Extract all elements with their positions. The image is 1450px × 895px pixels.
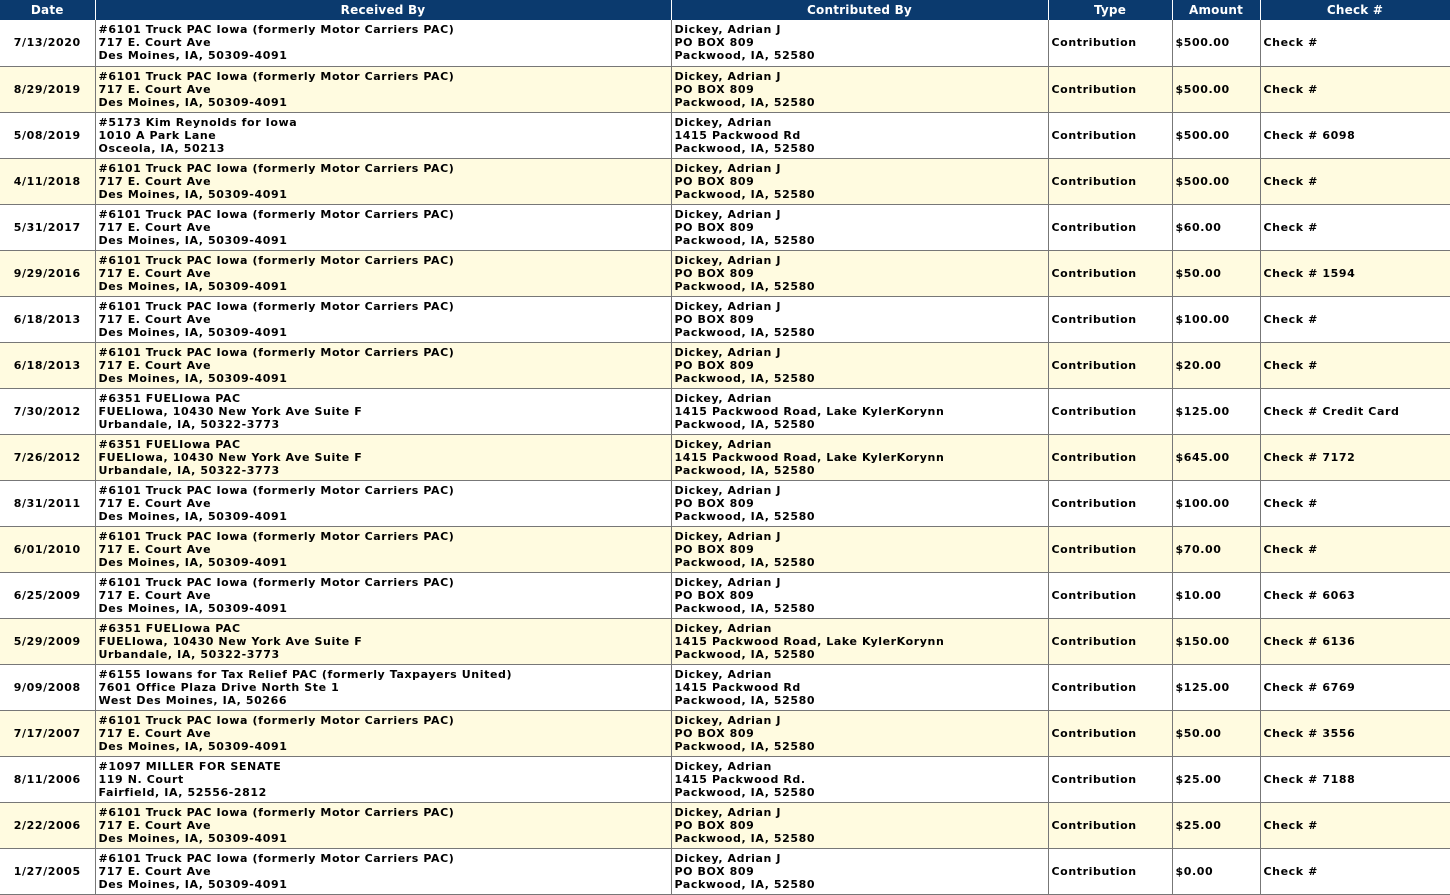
contributed-by-cell — [671, 342, 1048, 388]
amount-cell: $25.00 — [1172, 802, 1260, 848]
received-by-cell — [95, 848, 671, 894]
header-date[interactable]: Date — [0, 0, 95, 20]
received-by-line: #6101 Truck PAC Iowa (formerly Motor Carriers PAC) — [98, 253, 455, 267]
type-cell: Contribution — [1048, 20, 1172, 66]
received-by-line: Urbandale, IA, 50322-3773 — [98, 417, 280, 431]
check-cell: Check # — [1260, 848, 1450, 894]
received-by-line: Osceola, IA, 50213 — [98, 141, 226, 155]
type-cell: Contribution — [1048, 756, 1172, 802]
check-cell: Check # 6063 — [1260, 572, 1450, 618]
received-by-line: West Des Moines, IA, 50266 — [98, 693, 288, 707]
contributed-by-cell — [671, 756, 1048, 802]
contributed-by-cell — [671, 664, 1048, 710]
contributed-by-cell — [671, 204, 1048, 250]
type-cell: Contribution — [1048, 526, 1172, 572]
contributed-by-line: Packwood, IA, 52580 — [674, 555, 816, 569]
contributed-by-line: Packwood, IA, 52580 — [674, 831, 816, 845]
type-cell: Contribution — [1048, 296, 1172, 342]
type-cell: Contribution — [1048, 158, 1172, 204]
received-by-line: Des Moines, IA, 50309-4091 — [98, 371, 288, 385]
received-by-cell — [95, 66, 671, 112]
received-by-line: Des Moines, IA, 50309-4091 — [98, 555, 288, 569]
type-cell: Contribution — [1048, 848, 1172, 894]
contributed-by-line: 1415 Packwood Road, Lake KylerKorynn — [674, 634, 945, 648]
contributed-by-line: Dickey, Adrian — [674, 115, 772, 129]
check-cell: Check # 6136 — [1260, 618, 1450, 664]
type-cell: Contribution — [1048, 388, 1172, 434]
date-cell: 2/22/2006 — [0, 802, 95, 848]
date-cell: 7/13/2020 — [0, 20, 95, 66]
contributed-by-cell — [671, 710, 1048, 756]
contributed-by-line: Packwood, IA, 52580 — [674, 187, 816, 201]
table-row — [0, 158, 1450, 204]
contributed-by-line: Packwood, IA, 52580 — [674, 739, 816, 753]
date-cell: 9/29/2016 — [0, 250, 95, 296]
received-by-cell — [95, 572, 671, 618]
contributed-by-line: Dickey, Adrian — [674, 437, 772, 451]
check-cell: Check # — [1260, 20, 1450, 66]
check-cell: Check # 6769 — [1260, 664, 1450, 710]
contributed-by-line: Dickey, Adrian J — [674, 713, 782, 727]
check-cell: Check # — [1260, 296, 1450, 342]
received-by-cell — [95, 664, 671, 710]
table-row — [0, 756, 1450, 802]
received-by-cell — [95, 342, 671, 388]
received-by-cell — [95, 480, 671, 526]
table-row — [0, 388, 1450, 434]
received-by-line: #6101 Truck PAC Iowa (formerly Motor Carriers PAC) — [98, 575, 455, 589]
date-cell: 5/31/2017 — [0, 204, 95, 250]
contributed-by-cell — [671, 434, 1048, 480]
received-by-cell — [95, 204, 671, 250]
table-row — [0, 342, 1450, 388]
contributed-by-line: Dickey, Adrian J — [674, 23, 782, 37]
table-row — [0, 434, 1450, 480]
received-by-line: #6101 Truck PAC Iowa (formerly Motor Carriers PAC) — [98, 851, 455, 865]
contributed-by-cell — [671, 618, 1048, 664]
received-by-line: Fairfield, IA, 52556-2812 — [98, 785, 267, 799]
date-cell: 6/01/2010 — [0, 526, 95, 572]
received-by-line: Des Moines, IA, 50309-4091 — [98, 509, 288, 523]
contributed-by-cell — [671, 20, 1048, 66]
contributed-by-line: PO BOX 809 — [674, 818, 755, 832]
received-by-line: 717 E. Court Ave — [98, 542, 212, 556]
received-by-line: #1097 MILLER FOR SENATE — [98, 759, 282, 773]
check-cell: Check # — [1260, 204, 1450, 250]
received-by-line: 717 E. Court Ave — [98, 726, 212, 740]
received-by-line: Des Moines, IA, 50309-4091 — [98, 325, 288, 339]
contributed-by-line: PO BOX 809 — [674, 312, 755, 326]
contributed-by-line: Packwood, IA, 52580 — [674, 325, 816, 339]
contributed-by-cell — [671, 158, 1048, 204]
header-contributed-by[interactable]: Contributed By — [671, 0, 1048, 20]
amount-cell: $70.00 — [1172, 526, 1260, 572]
check-cell: Check # 6098 — [1260, 112, 1450, 158]
received-by-line: 717 E. Court Ave — [98, 174, 212, 188]
contributed-by-line: 1415 Packwood Road, Lake KylerKorynn — [674, 450, 945, 464]
contributed-by-line: Dickey, Adrian J — [674, 805, 782, 819]
amount-cell: $500.00 — [1172, 158, 1260, 204]
received-by-cell — [95, 756, 671, 802]
date-cell: 5/08/2019 — [0, 112, 95, 158]
contributed-by-line: PO BOX 809 — [674, 588, 755, 602]
header-amount[interactable]: Amount — [1172, 0, 1260, 20]
type-cell: Contribution — [1048, 342, 1172, 388]
table-row — [0, 66, 1450, 112]
check-cell: Check # — [1260, 66, 1450, 112]
received-by-cell — [95, 618, 671, 664]
check-cell: Check # 7188 — [1260, 756, 1450, 802]
contributed-by-line: Dickey, Adrian J — [674, 483, 782, 497]
received-by-line: 7601 Office Plaza Drive North Ste 1 — [98, 680, 340, 694]
received-by-line: Des Moines, IA, 50309-4091 — [98, 95, 288, 109]
contributed-by-line: PO BOX 809 — [674, 36, 755, 50]
received-by-line: FUELIowa, 10430 New York Ave Suite F — [98, 404, 363, 418]
contributed-by-line: 1415 Packwood Rd. — [674, 772, 806, 786]
amount-cell: $100.00 — [1172, 296, 1260, 342]
contributed-by-line: Dickey, Adrian — [674, 667, 772, 681]
contributed-by-line: 1415 Packwood Rd — [674, 680, 801, 694]
received-by-line: 717 E. Court Ave — [98, 82, 212, 96]
table-row — [0, 20, 1450, 66]
contributed-by-line: Packwood, IA, 52580 — [674, 417, 816, 431]
received-by-line: #5173 Kim Reynolds for Iowa — [98, 115, 298, 129]
amount-cell: $645.00 — [1172, 434, 1260, 480]
received-by-line: Des Moines, IA, 50309-4091 — [98, 601, 288, 615]
contributed-by-line: PO BOX 809 — [674, 864, 755, 878]
received-by-line: #6351 FUELIowa PAC — [98, 391, 241, 405]
date-cell: 7/30/2012 — [0, 388, 95, 434]
type-cell: Contribution — [1048, 802, 1172, 848]
date-cell: 8/11/2006 — [0, 756, 95, 802]
received-by-line: #6101 Truck PAC Iowa (formerly Motor Carriers PAC) — [98, 161, 455, 175]
contributed-by-line: Packwood, IA, 52580 — [674, 601, 816, 615]
type-cell: Contribution — [1048, 618, 1172, 664]
contributed-by-cell — [671, 802, 1048, 848]
table-row — [0, 526, 1450, 572]
contributed-by-line: Dickey, Adrian J — [674, 345, 782, 359]
received-by-line: 717 E. Court Ave — [98, 36, 212, 50]
amount-cell: $25.00 — [1172, 756, 1260, 802]
amount-cell: $0.00 — [1172, 848, 1260, 894]
received-by-line: #6101 Truck PAC Iowa (formerly Motor Carriers PAC) — [98, 805, 455, 819]
contributed-by-line: Dickey, Adrian J — [674, 161, 782, 175]
received-by-line: 119 N. Court — [98, 772, 184, 786]
contributed-by-cell — [671, 66, 1048, 112]
contributed-by-cell — [671, 480, 1048, 526]
contributed-by-line: PO BOX 809 — [674, 726, 755, 740]
contributed-by-line: Dickey, Adrian — [674, 391, 772, 405]
contributed-by-cell — [671, 526, 1048, 572]
received-by-line: Des Moines, IA, 50309-4091 — [98, 739, 288, 753]
contributed-by-line: Packwood, IA, 52580 — [674, 233, 816, 247]
received-by-line: Des Moines, IA, 50309-4091 — [98, 831, 288, 845]
received-by-line: 1010 A Park Lane — [98, 128, 217, 142]
type-cell: Contribution — [1048, 66, 1172, 112]
received-by-line: Urbandale, IA, 50322-3773 — [98, 647, 280, 661]
type-cell: Contribution — [1048, 664, 1172, 710]
contributed-by-line: PO BOX 809 — [674, 266, 755, 280]
received-by-line: Des Moines, IA, 50309-4091 — [98, 877, 288, 891]
table-row — [0, 204, 1450, 250]
received-by-line: Des Moines, IA, 50309-4091 — [98, 233, 288, 247]
contributed-by-cell — [671, 250, 1048, 296]
received-by-cell — [95, 20, 671, 66]
type-cell: Contribution — [1048, 204, 1172, 250]
received-by-cell — [95, 158, 671, 204]
contributed-by-line: Packwood, IA, 52580 — [674, 279, 816, 293]
contributed-by-line: Packwood, IA, 52580 — [674, 141, 816, 155]
contributed-by-line: Dickey, Adrian J — [674, 529, 782, 543]
date-cell: 6/18/2013 — [0, 296, 95, 342]
contributed-by-cell — [671, 112, 1048, 158]
contributed-by-line: Packwood, IA, 52580 — [674, 371, 816, 385]
received-by-cell — [95, 710, 671, 756]
contributed-by-line: PO BOX 809 — [674, 358, 755, 372]
header-check[interactable]: Check # — [1260, 0, 1450, 20]
date-cell: 1/27/2005 — [0, 848, 95, 894]
date-cell: 6/18/2013 — [0, 342, 95, 388]
header-type[interactable]: Type — [1048, 0, 1172, 20]
received-by-cell — [95, 526, 671, 572]
table-row — [0, 848, 1450, 894]
contributed-by-line: Packwood, IA, 52580 — [674, 647, 816, 661]
received-by-line: 717 E. Court Ave — [98, 312, 212, 326]
type-cell: Contribution — [1048, 710, 1172, 756]
amount-cell: $125.00 — [1172, 664, 1260, 710]
contributed-by-line: Dickey, Adrian — [674, 621, 772, 635]
table-row — [0, 112, 1450, 158]
received-by-line: 717 E. Court Ave — [98, 588, 212, 602]
check-cell: Check # — [1260, 342, 1450, 388]
contributed-by-line: Dickey, Adrian J — [674, 575, 782, 589]
check-cell: Check # — [1260, 480, 1450, 526]
contributed-by-cell — [671, 296, 1048, 342]
amount-cell: $500.00 — [1172, 66, 1260, 112]
received-by-cell — [95, 802, 671, 848]
received-by-cell — [95, 434, 671, 480]
date-cell: 6/25/2009 — [0, 572, 95, 618]
contributed-by-line: Packwood, IA, 52580 — [674, 877, 816, 891]
date-cell: 8/29/2019 — [0, 66, 95, 112]
amount-cell: $60.00 — [1172, 204, 1260, 250]
contributed-by-line: PO BOX 809 — [674, 174, 755, 188]
contributed-by-line: Dickey, Adrian J — [674, 69, 782, 83]
received-by-line: 717 E. Court Ave — [98, 266, 212, 280]
check-cell: Check # — [1260, 526, 1450, 572]
received-by-line: #6155 Iowans for Tax Relief PAC (formerly Taxpayers United) — [98, 667, 513, 681]
date-cell: 7/17/2007 — [0, 710, 95, 756]
received-by-cell — [95, 250, 671, 296]
received-by-line: 717 E. Court Ave — [98, 864, 212, 878]
check-cell: Check # 3556 — [1260, 710, 1450, 756]
received-by-line: Des Moines, IA, 50309-4091 — [98, 279, 288, 293]
contributed-by-cell — [671, 572, 1048, 618]
amount-cell: $50.00 — [1172, 710, 1260, 756]
contributed-by-line: Packwood, IA, 52580 — [674, 463, 816, 477]
contributed-by-line: Packwood, IA, 52580 — [674, 693, 816, 707]
header-received-by[interactable]: Received By — [95, 0, 671, 20]
table-row — [0, 296, 1450, 342]
contributed-by-line: Dickey, Adrian J — [674, 207, 782, 221]
received-by-line: #6101 Truck PAC Iowa (formerly Motor Carriers PAC) — [98, 69, 455, 83]
date-cell: 8/31/2011 — [0, 480, 95, 526]
received-by-line: Urbandale, IA, 50322-3773 — [98, 463, 280, 477]
received-by-line: Des Moines, IA, 50309-4091 — [98, 49, 288, 63]
table-row — [0, 710, 1450, 756]
table-row — [0, 480, 1450, 526]
table-row — [0, 572, 1450, 618]
amount-cell: $500.00 — [1172, 20, 1260, 66]
contributed-by-line: Packwood, IA, 52580 — [674, 785, 816, 799]
table-body — [0, 20, 1450, 894]
received-by-line: #6101 Truck PAC Iowa (formerly Motor Carriers PAC) — [98, 299, 455, 313]
date-cell: 4/11/2018 — [0, 158, 95, 204]
check-cell: Check # 7172 — [1260, 434, 1450, 480]
contributed-by-line: 1415 Packwood Road, Lake KylerKorynn — [674, 404, 945, 418]
received-by-line: #6351 FUELIowa PAC — [98, 437, 241, 451]
contributed-by-line: PO BOX 809 — [674, 220, 755, 234]
date-cell: 9/09/2008 — [0, 664, 95, 710]
type-cell: Contribution — [1048, 572, 1172, 618]
type-cell: Contribution — [1048, 480, 1172, 526]
type-cell: Contribution — [1048, 250, 1172, 296]
received-by-line: FUELIowa, 10430 New York Ave Suite F — [98, 450, 363, 464]
amount-cell: $50.00 — [1172, 250, 1260, 296]
table-row — [0, 618, 1450, 664]
contributed-by-line: PO BOX 809 — [674, 82, 755, 96]
check-cell: Check # Credit Card — [1260, 388, 1450, 434]
contributed-by-line: Dickey, Adrian J — [674, 299, 782, 313]
received-by-cell — [95, 296, 671, 342]
contributed-by-line: Dickey, Adrian J — [674, 851, 782, 865]
received-by-cell — [95, 388, 671, 434]
amount-cell: $100.00 — [1172, 480, 1260, 526]
received-by-line: #6351 FUELIowa PAC — [98, 621, 241, 635]
amount-cell: $500.00 — [1172, 112, 1260, 158]
received-by-line: #6101 Truck PAC Iowa (formerly Motor Carriers PAC) — [98, 483, 455, 497]
received-by-line: 717 E. Court Ave — [98, 220, 212, 234]
received-by-line: #6101 Truck PAC Iowa (formerly Motor Carriers PAC) — [98, 207, 455, 221]
contributed-by-line: 1415 Packwood Rd — [674, 128, 801, 142]
check-cell: Check # — [1260, 158, 1450, 204]
table-row — [0, 250, 1450, 296]
received-by-line: FUELIowa, 10430 New York Ave Suite F — [98, 634, 363, 648]
contributed-by-cell — [671, 388, 1048, 434]
contributed-by-line: PO BOX 809 — [674, 496, 755, 510]
table-row — [0, 802, 1450, 848]
received-by-line: 717 E. Court Ave — [98, 358, 212, 372]
table-row — [0, 664, 1450, 710]
amount-cell: $10.00 — [1172, 572, 1260, 618]
amount-cell: $150.00 — [1172, 618, 1260, 664]
contributed-by-line: PO BOX 809 — [674, 542, 755, 556]
received-by-cell — [95, 112, 671, 158]
received-by-line: 717 E. Court Ave — [98, 496, 212, 510]
date-cell: 5/29/2009 — [0, 618, 95, 664]
table-header-row — [0, 0, 1450, 20]
amount-cell: $20.00 — [1172, 342, 1260, 388]
check-cell: Check # 1594 — [1260, 250, 1450, 296]
contributed-by-cell — [671, 848, 1048, 894]
received-by-line: #6101 Truck PAC Iowa (formerly Motor Carriers PAC) — [98, 23, 455, 37]
received-by-line: Des Moines, IA, 50309-4091 — [98, 187, 288, 201]
received-by-line: #6101 Truck PAC Iowa (formerly Motor Carriers PAC) — [98, 713, 455, 727]
contributed-by-line: Dickey, Adrian — [674, 759, 772, 773]
type-cell: Contribution — [1048, 434, 1172, 480]
type-cell: Contribution — [1048, 112, 1172, 158]
contributed-by-line: Packwood, IA, 52580 — [674, 95, 816, 109]
check-cell: Check # — [1260, 802, 1450, 848]
contributed-by-line: Dickey, Adrian J — [674, 253, 782, 267]
contributed-by-line: Packwood, IA, 52580 — [674, 49, 816, 63]
received-by-line: #6101 Truck PAC Iowa (formerly Motor Carriers PAC) — [98, 345, 455, 359]
received-by-line: #6101 Truck PAC Iowa (formerly Motor Carriers PAC) — [98, 529, 455, 543]
contributed-by-line: Packwood, IA, 52580 — [674, 509, 816, 523]
date-cell: 7/26/2012 — [0, 434, 95, 480]
amount-cell: $125.00 — [1172, 388, 1260, 434]
received-by-line: 717 E. Court Ave — [98, 818, 212, 832]
